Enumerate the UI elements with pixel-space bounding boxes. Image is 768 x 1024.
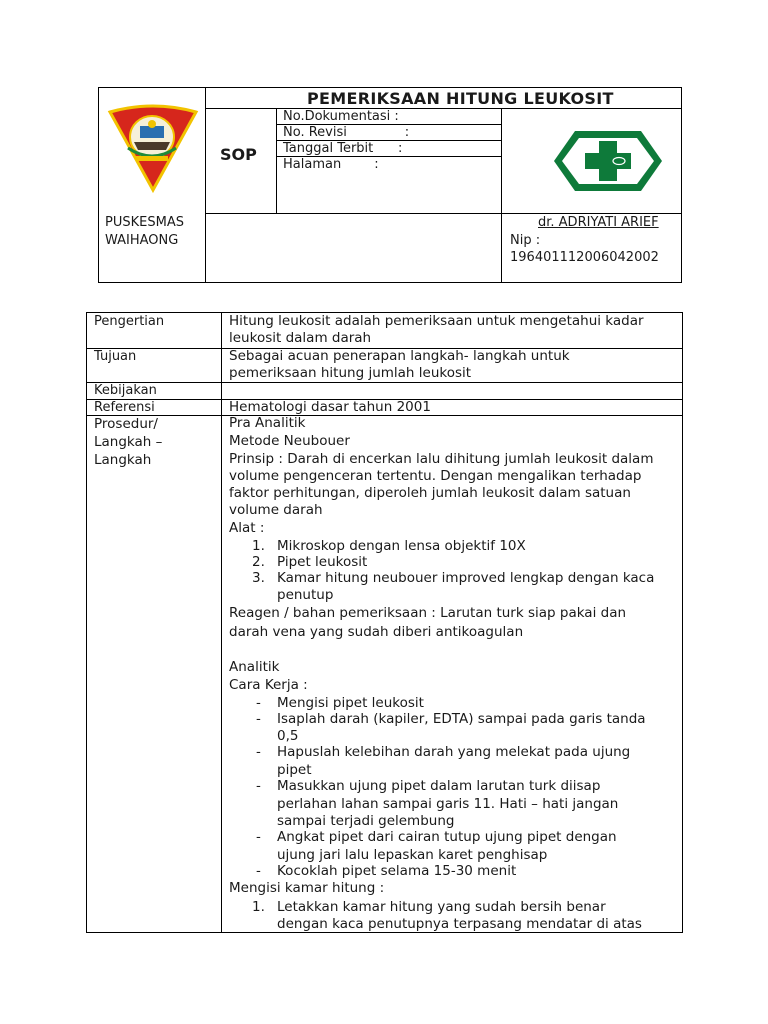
prinsip-line3: faktor perhitungan, diperoleh jumlah leukosit dalam satuan xyxy=(229,485,631,501)
cara-item-3-line1: Hapuslah kelebihan darah yang melekat pada ujung xyxy=(277,744,631,760)
issue-date-field: Tanggal Terbit : xyxy=(283,141,403,156)
tujuan-line2: pemeriksaan hitung jumlah leukosit xyxy=(229,365,472,381)
tujuan-line1: Sebagai acuan penerapan langkah- langkah untuk xyxy=(229,348,570,364)
reagen-line2: darah vena yang sudah diberi antikoagulan xyxy=(229,624,524,640)
alat-number-3: 3. xyxy=(252,570,265,586)
prinsip-line4: volume darah xyxy=(229,502,323,518)
cara-item-4-line1: Masukkan ujung pipet dalam larutan turk diisap xyxy=(277,778,601,794)
nip-value: 196401112006042002 xyxy=(510,250,659,265)
pengertian-line1: Hitung leukosit adalah pemeriksaan untuk mengetahui kadar xyxy=(229,313,644,329)
alat-heading: Alat : xyxy=(229,520,265,536)
cara-item-1: Mengisi pipet leukosit xyxy=(277,695,424,711)
kamar-item-1-line1: Letakkan kamar hitung yang sudah bersih benar xyxy=(277,899,606,915)
referensi-text: Hematologi dasar tahun 2001 xyxy=(229,399,431,415)
row-label-prosedur-line1: Prosedur/ xyxy=(94,416,158,432)
prinsip-line1: Prinsip : Darah di encerkan lalu dihitung jumlah leukosit dalam xyxy=(229,451,654,467)
cara-dash-3: - xyxy=(256,744,261,760)
row-label-referensi: Referensi xyxy=(94,400,155,415)
alat-item-3-line2: penutup xyxy=(277,587,334,603)
mengisi-kamar-heading: Mengisi kamar hitung : xyxy=(229,880,385,896)
sop-header xyxy=(98,87,682,283)
cara-dash-5: - xyxy=(256,829,261,845)
regional-emblem-logo xyxy=(106,104,200,194)
reagen-line1: Reagen / bahan pemeriksaan : Larutan turk siap pakai dan xyxy=(229,605,627,621)
revision-field: No. Revisi : xyxy=(283,125,410,140)
prinsip-line2: volume pengenceran tertentu. Dengan mengalikan terhadap xyxy=(229,468,642,484)
cara-item-6: Kocoklah pipet selama 15-30 menit xyxy=(277,863,517,879)
analitik-heading: Analitik xyxy=(229,659,280,675)
kamar-number-1: 1. xyxy=(252,899,265,915)
cara-item-5-line2: ujung jari lalu lepaskan karet penghisap xyxy=(277,847,548,863)
alat-item-2: Pipet leukosit xyxy=(277,554,368,570)
cara-dash-1: - xyxy=(256,695,261,711)
procedure-table xyxy=(86,312,683,933)
cara-item-2-line1: Isaplah darah (kapiler, EDTA) sampai pada garis tanda xyxy=(277,711,646,727)
doctor-name: dr. ADRIYATI ARIEF xyxy=(538,215,659,230)
row-label-kebijakan: Kebijakan xyxy=(94,383,157,398)
cara-dash-6: - xyxy=(256,863,261,879)
cara-item-2-line2: 0,5 xyxy=(277,728,299,744)
alat-number-2: 2. xyxy=(252,554,265,570)
nip-label: Nip : xyxy=(510,233,541,248)
health-cross-logo xyxy=(551,128,665,194)
kamar-item-1-line2: dengan kaca penutupnya terpasang mendatar di atas xyxy=(277,916,642,932)
row-label-pengertian: Pengertian xyxy=(94,314,165,329)
cara-item-3-line2: pipet xyxy=(277,762,312,778)
cara-dash-2: - xyxy=(256,711,261,727)
sop-label: SOP xyxy=(220,145,257,164)
page-field: Halaman : xyxy=(283,157,379,172)
organization-name-line2: WAIHAONG xyxy=(105,233,179,248)
row-label-prosedur-line2: Langkah – xyxy=(94,434,163,450)
organization-name-line1: PUSKESMAS xyxy=(105,215,184,230)
alat-number-1: 1. xyxy=(252,538,265,554)
alat-item-3-line1: Kamar hitung neubouer improved lengkap dengan kaca xyxy=(277,570,655,586)
row-label-tujuan: Tujuan xyxy=(94,349,137,364)
cara-item-4-line2: perlahan lahan sampai garis 11. Hati – hati jangan xyxy=(277,796,619,812)
cara-item-5-line1: Angkat pipet dari cairan tutup ujung pipet dengan xyxy=(277,829,617,845)
document-title: PEMERIKSAAN HITUNG LEUKOSIT xyxy=(307,89,614,108)
row-label-prosedur-line3: Langkah xyxy=(94,452,152,468)
cara-dash-4: - xyxy=(256,778,261,794)
doc-number-field: No.Dokumentasi : xyxy=(283,109,399,124)
pra-analitik-heading: Pra Analitik xyxy=(229,415,306,431)
metode-text: Metode Neubouer xyxy=(229,433,350,449)
cara-item-4-line3: sampai terjadi gelembung xyxy=(277,813,455,829)
alat-item-1: Mikroskop dengan lensa objektif 10X xyxy=(277,538,526,554)
cara-kerja-heading: Cara Kerja : xyxy=(229,677,308,693)
pengertian-line2: leukosit dalam darah xyxy=(229,330,372,346)
